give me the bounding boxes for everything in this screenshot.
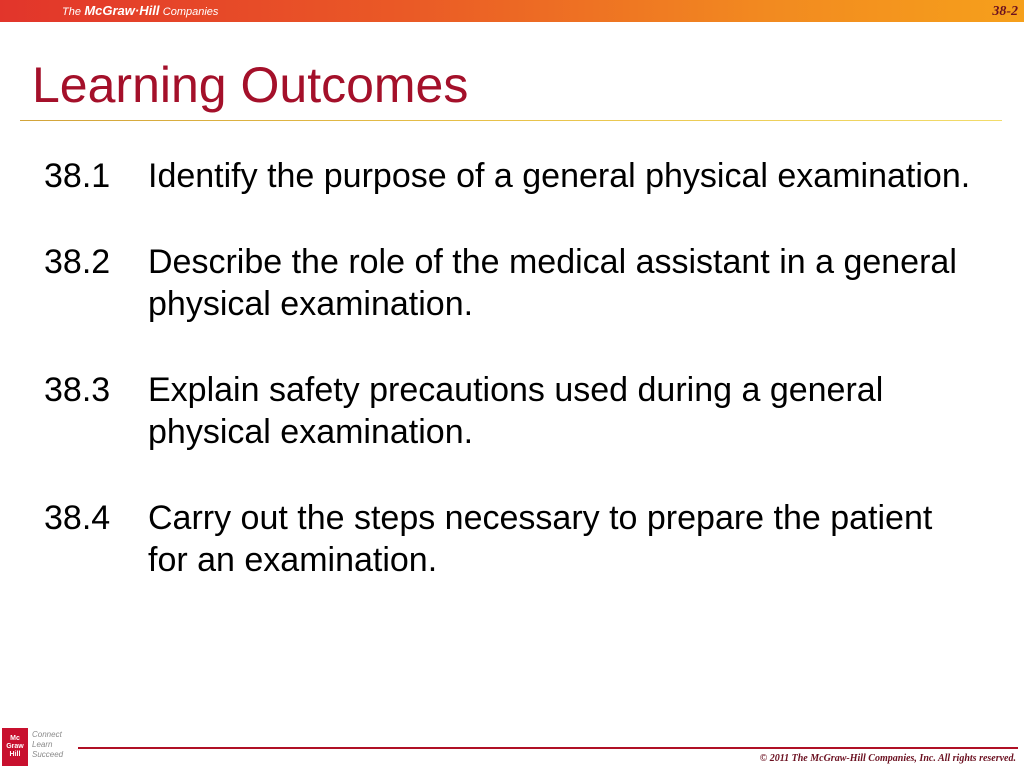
outcome-text: Describe the role of the medical assistant in a general physical examination. [148, 243, 957, 323]
slide-title: Learning Outcomes [32, 57, 469, 113]
tagline-learn: Learn [32, 740, 53, 749]
brand-name: McGraw·Hill [84, 3, 160, 18]
outcome-text: Explain safety precautions used during a general physical examination. [148, 371, 884, 451]
logo-graw: Graw [6, 743, 24, 750]
outcome-item [44, 241, 974, 325]
outcome-number: 38.4 [44, 499, 111, 537]
tagline-connect: Connect [32, 730, 62, 739]
tagline [32, 730, 63, 760]
mcgraw-hill-logo [2, 728, 28, 766]
outcome-item [44, 369, 974, 453]
outcome-item [44, 155, 974, 197]
outcome-number: 38.1 [44, 157, 111, 195]
copyright-notice: © 2011 The McGraw-Hill Companies, Inc. All rights reserved. [759, 753, 1016, 764]
outcome-text: Carry out the steps necessary to prepare the patient for an examination. [148, 499, 933, 579]
outcome-number: 38.2 [44, 243, 111, 281]
title-divider [20, 120, 1002, 121]
logo-mc: Mc [10, 735, 20, 742]
outcomes-list [44, 155, 974, 625]
brand-the: The [62, 6, 81, 18]
footer-divider [78, 747, 1018, 749]
top-banner [0, 0, 1024, 22]
logo-hill: Hill [9, 751, 21, 758]
brand-wordmark [62, 3, 218, 20]
outcome-number: 38.3 [44, 371, 111, 409]
outcome-item [44, 497, 974, 581]
brand-companies: Companies [162, 6, 219, 18]
outcome-text: Identify the purpose of a general physical examination. [148, 157, 971, 195]
slide-number: 38-2 [992, 4, 1018, 19]
tagline-succeed: Succeed [32, 750, 64, 759]
